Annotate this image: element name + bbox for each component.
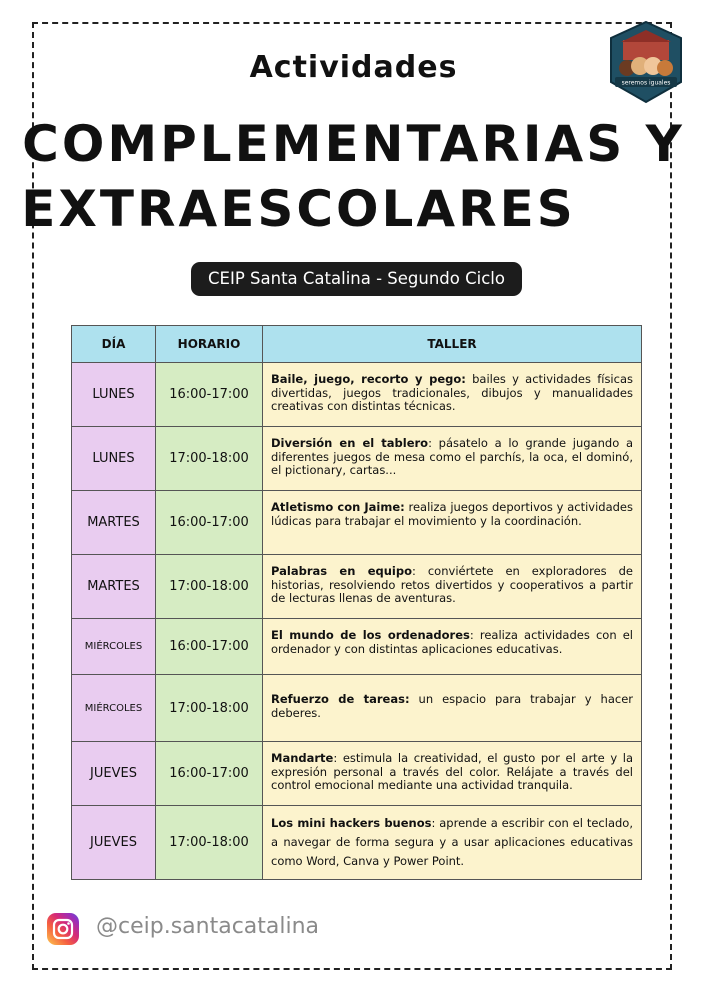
workshop-cell: [263, 675, 642, 742]
workshop-cell: [263, 491, 642, 555]
instagram-icon[interactable]: [47, 913, 79, 945]
workshop-desc: un espacio para trabajar y hacer deberes.: [271, 692, 633, 720]
time-cell: 16:00-17:00: [156, 619, 263, 675]
day-cell: LUNES: [72, 363, 156, 427]
workshop-cell: [263, 806, 642, 880]
workshop-desc: : aprende a escribir con el teclado, a navegar de forma segura y a usar aplicaciones educativas como Word, Canva y Power Point.: [271, 816, 633, 868]
workshop-cell: [263, 555, 642, 619]
workshop-title: Refuerzo de tareas:: [271, 692, 410, 706]
workshop-desc: realiza juegos deportivos y actividades lúdicas para trabajar el movimiento y la coordinación.: [271, 500, 633, 528]
workshop-cell: [263, 427, 642, 491]
title-activities: Actividades: [249, 50, 458, 85]
table-row: [72, 675, 642, 742]
table-row: [72, 555, 642, 619]
table-row: [72, 619, 642, 675]
time-cell: 17:00-18:00: [156, 427, 263, 491]
workshop-title: Baile, juego, recorto y pego:: [271, 372, 466, 386]
workshop-cell: [263, 742, 642, 806]
workshop-cell: [263, 363, 642, 427]
table-row: [72, 427, 642, 491]
workshop-title: Palabras en equipo: [271, 564, 413, 578]
day-cell: JUEVES: [72, 742, 156, 806]
workshop-desc: bailes y actividades físicas divertidas, juegos tradicionales, dibujos y manualidades creativas con distintas técnicas.: [271, 372, 633, 413]
workshop-title: Mandarte: [271, 751, 334, 765]
header-schedule: HORARIO: [156, 326, 263, 363]
time-cell: 16:00-17:00: [156, 363, 263, 427]
day-cell: MARTES: [72, 491, 156, 555]
workshop-desc: : realiza actividades con el ordenador y con distintas aplicaciones educativas.: [271, 628, 633, 656]
time-cell: 17:00-18:00: [156, 555, 263, 619]
table-row: [72, 806, 642, 880]
activities-table: [71, 325, 642, 880]
workshop-title: Diversión en el tablero: [271, 436, 429, 450]
header-workshop: TALLER: [263, 326, 642, 363]
table-header-row: [72, 326, 642, 363]
header-day: DÍA: [72, 326, 156, 363]
day-cell: MARTES: [72, 555, 156, 619]
table-row: [72, 491, 642, 555]
day-cell: MIÉRCOLES: [72, 675, 156, 742]
school-subtitle: CEIP Santa Catalina - Segundo Ciclo: [191, 262, 522, 296]
day-cell: LUNES: [72, 427, 156, 491]
time-cell: 17:00-18:00: [156, 675, 263, 742]
workshop-title: Atletismo con Jaime:: [271, 500, 405, 514]
day-cell: JUEVES: [72, 806, 156, 880]
workshop-desc: : conviértete en exploradores de historias, resolviendo retos divertidos y cooperativos a partir de lecturas llenas de aventuras.: [271, 564, 633, 605]
time-cell: 17:00-18:00: [156, 806, 263, 880]
table-row: [72, 363, 642, 427]
time-cell: 16:00-17:00: [156, 742, 263, 806]
workshop-cell: [263, 619, 642, 675]
day-cell: MIÉRCOLES: [72, 619, 156, 675]
title-line-1: COMPLEMENTARIAS Y: [22, 115, 685, 173]
instagram-handle[interactable]: @ceip.santacatalina: [96, 914, 320, 939]
time-cell: 16:00-17:00: [156, 491, 263, 555]
table-row: [72, 742, 642, 806]
workshop-title: Los mini hackers buenos: [271, 816, 432, 830]
title-line-2: EXTRAESCOLARES: [21, 180, 576, 238]
workshop-desc: : estimula la creatividad, el gusto por el arte y la expresión personal a través del color. Relájate a través del control emocional mediante una actividad tranquila.: [271, 751, 633, 792]
workshop-desc: : pásatelo a lo grande jugando a diferentes juegos de mesa como el parchís, la oca, el dominó, el pictionary, cartas...: [271, 436, 634, 477]
svg-text:seremos iguales: seremos iguales: [621, 79, 671, 87]
workshop-title: El mundo de los ordenadores: [271, 628, 470, 642]
